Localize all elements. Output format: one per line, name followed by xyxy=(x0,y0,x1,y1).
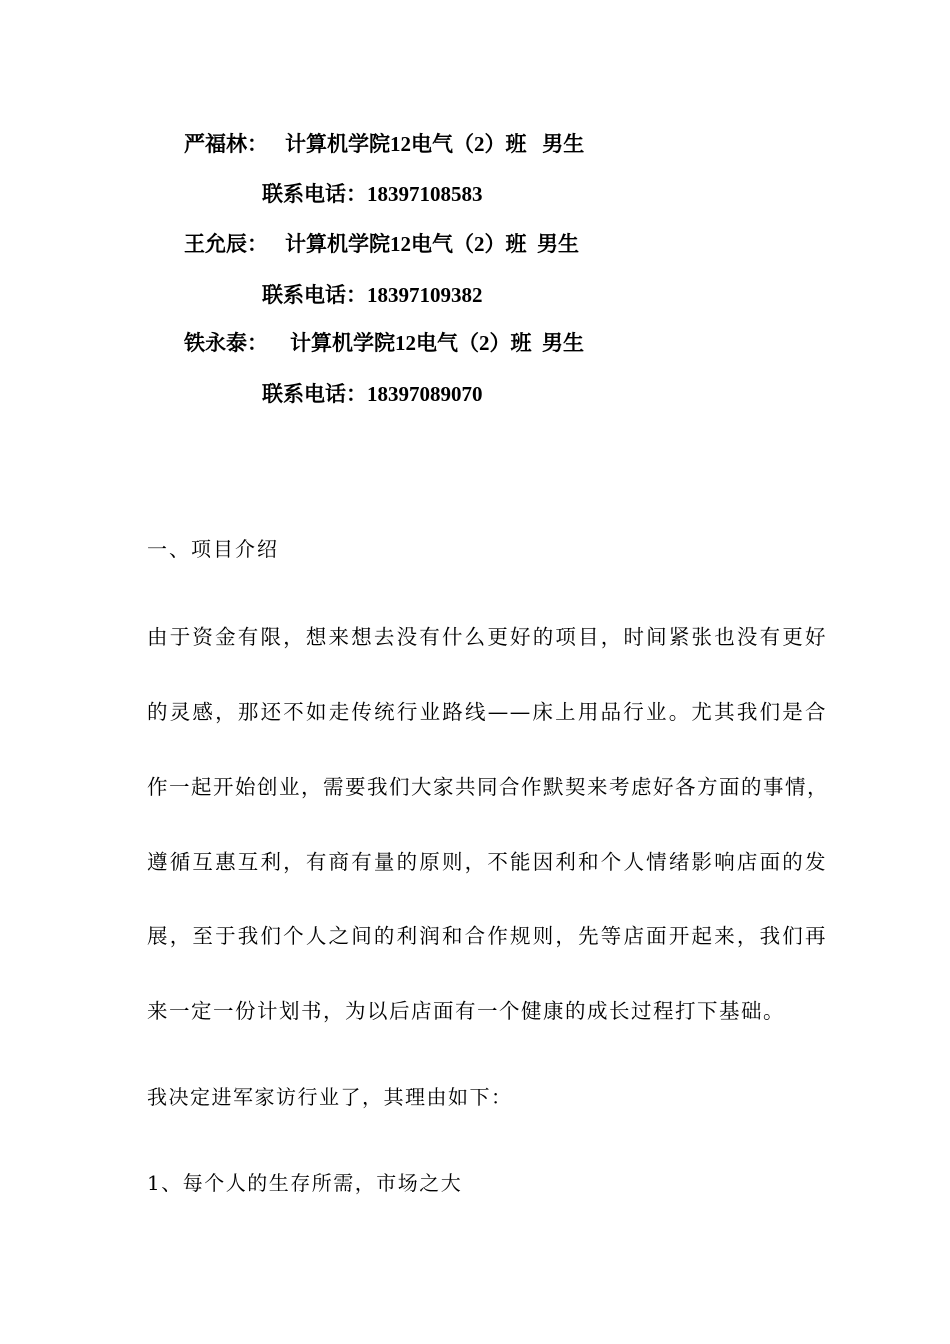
member-phone: 联系电话：18397109382 xyxy=(262,283,483,307)
member-detail: 计算机学院12电气（2）班 男生 xyxy=(290,331,584,355)
paragraph-line: 展，至于我们个人之间的利润和合作规则，先等店面开起来，我们再 xyxy=(147,924,827,948)
paragraph-line: 来一定一份计划书，为以后店面有一个健康的成长过程打下基础。 xyxy=(147,999,785,1023)
member-name: 铁永泰： xyxy=(184,331,268,355)
member-phone: 联系电话：18397108583 xyxy=(262,182,483,206)
decision-line: 我决定进军家访行业了，其理由如下： xyxy=(147,1085,513,1109)
paragraph-line: 作一起开始创业，需要我们大家共同合作默契来考虑好各方面的事情， xyxy=(147,775,829,799)
reason-item: 1、每个人的生存所需，市场之大 xyxy=(147,1171,463,1195)
paragraph-line: 遵循互惠互利，有商有量的原则，不能因利和个人情绪影响店面的发 xyxy=(147,850,827,874)
section-title: 一、项目介绍 xyxy=(147,537,279,561)
member-name: 严福林： xyxy=(184,132,268,156)
paragraph-line: 的灵感，那还不如走传统行业路线——床上用品行业。尤其我们是合 xyxy=(147,700,827,724)
member-phone: 联系电话：18397089070 xyxy=(262,382,483,406)
member-detail: 计算机学院12电气（2）班 男生 xyxy=(285,232,579,256)
paragraph-line: 由于资金有限，想来想去没有什么更好的项目，时间紧张也没有更好 xyxy=(147,625,827,649)
member-detail: 计算机学院12电气（2）班 男生 xyxy=(285,132,585,156)
member-name: 王允辰： xyxy=(184,232,268,256)
